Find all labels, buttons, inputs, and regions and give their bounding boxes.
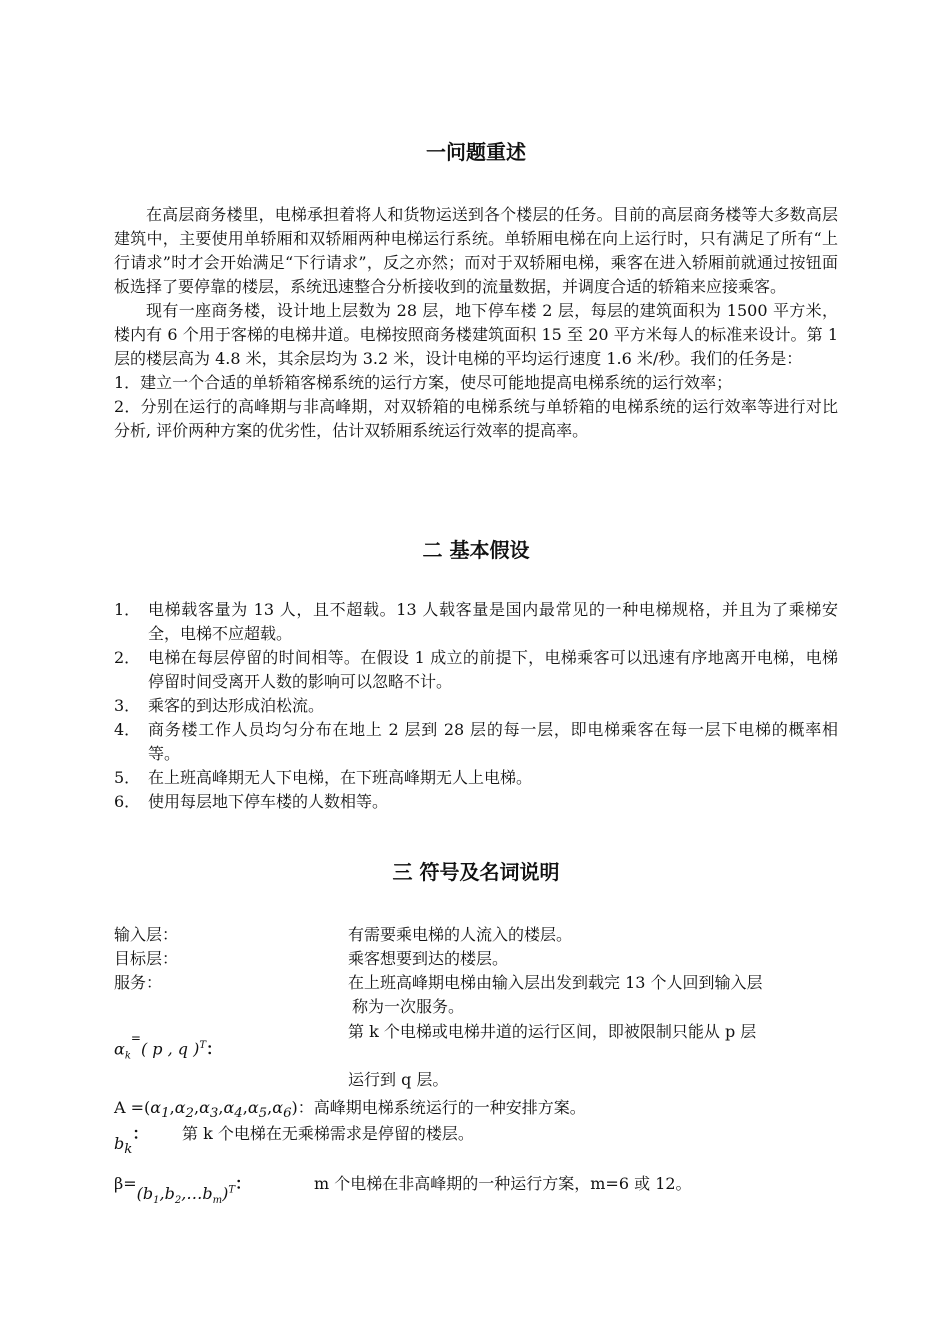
symbol-subscript: 2 <box>174 1195 182 1207</box>
list-number: 6． <box>114 792 141 811</box>
symbol-body: ( p , q ) <box>140 1039 200 1059</box>
symbol-superscript: T <box>228 1184 235 1196</box>
term-label: 输入层： <box>114 925 179 944</box>
symbol-colon: ： <box>206 1039 223 1059</box>
list-text: 使用每层地下停车楼的人数相等。 <box>148 792 389 811</box>
A-symbol: $A =(\alpha_1,\alpha_2,\alpha_3,\alpha_4,\alpha_5,\alpha_6)$：高峰期电梯系统运行的一种安排方案。 <box>114 1098 586 1122</box>
list-number: 5． <box>114 768 141 787</box>
symbol-base: α <box>114 1039 125 1059</box>
alpha-k-symbol <box>114 1031 223 1069</box>
symbol-open: ( <box>136 1184 143 1203</box>
section-1-title: 一问题重述 <box>426 140 526 164</box>
term-definition: 高峰期电梯系统运行的一种安排方案。 <box>313 1098 586 1117</box>
section-3-title: 三 符号及名词说明 <box>392 860 560 884</box>
term-definition: 乘客想要到达的楼层。 <box>348 949 509 968</box>
beta-symbol <box>114 1172 252 1207</box>
symbol-item: b <box>142 1184 154 1203</box>
term-definition: 第 k 个电梯或电梯井道的运行区间，即被限制只能从 p 层 <box>348 1022 757 1041</box>
symbol-item: α <box>150 1098 162 1117</box>
document-page <box>114 0 838 1344</box>
symbol-dots: … <box>186 1184 203 1203</box>
paragraph: 现有一座商务楼，设计地上层数为 28 层，地下停车楼 2 层，每层的建筑面积为 1500 平方米，楼内有 6 个用于客梯的电梯井道。电梯按照商务楼建筑面积 15 至 20 平方米每人的标准来设计。第 1 层的楼层高为 4.8 米，其余层均为 3.2 米，设计电梯的平均运行速度 1.6 米/秒。我们的任务是： <box>114 301 838 368</box>
definition-line: 在上班高峰期电梯由输入层出发到载完 13 个人回到输入层 <box>348 973 763 992</box>
symbol-subscript: 5 <box>258 1106 268 1122</box>
symbol-colon: ： <box>235 1174 252 1193</box>
symbol-subscript: 1 <box>153 1195 160 1207</box>
symbol-item: α <box>199 1098 210 1117</box>
term-definition: 有需要乘电梯的人流入的楼层。 <box>348 925 573 944</box>
symbol-subscript: k <box>124 1050 131 1062</box>
list-text: 商务楼工作人员均匀分布在地上 2 层到 28 层的每一层，即电梯乘客在每一层下电梯的概率相等。 <box>148 720 838 763</box>
symbol-item: α <box>247 1098 259 1117</box>
symbol-item: α <box>272 1098 284 1117</box>
term-definition: 第 k 个电梯在无乘梯需求是停留的楼层。 <box>182 1124 474 1143</box>
symbol-item: α <box>174 1098 186 1117</box>
term-definition <box>348 971 838 1019</box>
symbol-body: $(b_1,b_2,\dots b_m)^T$ <box>136 1184 235 1207</box>
list-item <box>114 598 838 646</box>
list-item <box>114 766 838 790</box>
symbol-subscript: 2 <box>185 1106 194 1122</box>
symbol-superscript: T <box>199 1040 207 1051</box>
symbol-close: ) <box>222 1184 229 1203</box>
b-k-symbol <box>114 1124 149 1162</box>
symbol-base: b <box>114 1134 125 1153</box>
list-item <box>114 718 838 766</box>
symbol-colon: ： <box>132 1124 149 1143</box>
symbol-subscript: m <box>212 1195 223 1207</box>
paragraph: 在高层商务楼里，电梯承担着将人和货物运送到各个楼层的任务。目前的高层商务楼等大多数高层建筑中，主要使用单轿厢和双轿厢两种电梯运行系统。单轿厢电梯在向上运行时，只有满足了所有“上行请求”时才会开始满足“下行请求”，反之亦然；而对于双轿厢电梯，乘客在进入轿厢前就通过按钮面板选择了要停靠的楼层，系统迅速整合分析接收到的流量数据，并调度合适的轿箱来应接乘客。 <box>114 205 838 296</box>
symbol-subscript: k <box>124 1142 133 1158</box>
list-item <box>114 694 838 718</box>
symbol-item: α <box>223 1098 235 1117</box>
symbol-subscript: 3 <box>209 1106 219 1122</box>
section-2-title: 二 基本假设 <box>422 538 530 562</box>
term-label: 服务： <box>114 973 163 992</box>
symbol-item: b <box>202 1184 213 1203</box>
list-text: 在上班高峰期无人下电梯，在下班高峰期无人上电梯。 <box>148 768 533 787</box>
task-item: 1．建立一个合适的单轿箱客梯系统的运行方案，使尽可能地提高电梯系统的运行效率； <box>114 373 733 392</box>
symbol-subscript: 1 <box>161 1106 170 1122</box>
symbol-prefix: A =( <box>114 1098 151 1117</box>
symbol-subscript: 6 <box>283 1106 292 1122</box>
list-text: 电梯载客量为 13 人，且不超载。13 人载客量是国内最常见的一种电梯规格，并且为了乘梯安全，电梯不应超载。 <box>148 600 838 643</box>
list-number: 2． <box>114 648 141 667</box>
list-number: 3． <box>114 696 141 715</box>
task-item: 2．分别在运行的高峰期与非高峰期，对双轿箱的电梯系统与单轿箱的电梯系统的运行效率等进行对比分析, 评价两种方案的优劣性，估计双轿厢系统运行效率的提高率。 <box>114 397 838 440</box>
list-text: 乘客的到达形成泊松流。 <box>148 696 325 715</box>
symbol-prefix: β= <box>114 1174 137 1193</box>
list-item <box>114 646 838 694</box>
symbol-equals: = <box>130 1031 141 1046</box>
definition-continuation: 运行到 q 层。 <box>348 1070 449 1089</box>
term-definition: m 个电梯在非高峰期的一种运行方案，m=6 或 12。 <box>314 1174 692 1193</box>
term-label: 目标层： <box>114 949 179 968</box>
definition-continuation: 称为一次服务。 <box>352 997 465 1016</box>
symbol-item: b <box>164 1184 175 1203</box>
list-text: 电梯在每层停留的时间相等。在假设 1 成立的前提下，电梯乘客可以迅速有序地离开电梯，电梯停留时间受离开人数的影响可以忽略不计。 <box>148 648 838 691</box>
symbol-suffix: )： <box>291 1098 314 1117</box>
assumption-list <box>114 598 838 814</box>
list-number: 4． <box>114 720 141 739</box>
list-number: 1． <box>114 600 141 619</box>
list-item <box>114 790 838 814</box>
section-1-body <box>114 203 838 443</box>
symbol-subscript: 4 <box>234 1106 243 1122</box>
